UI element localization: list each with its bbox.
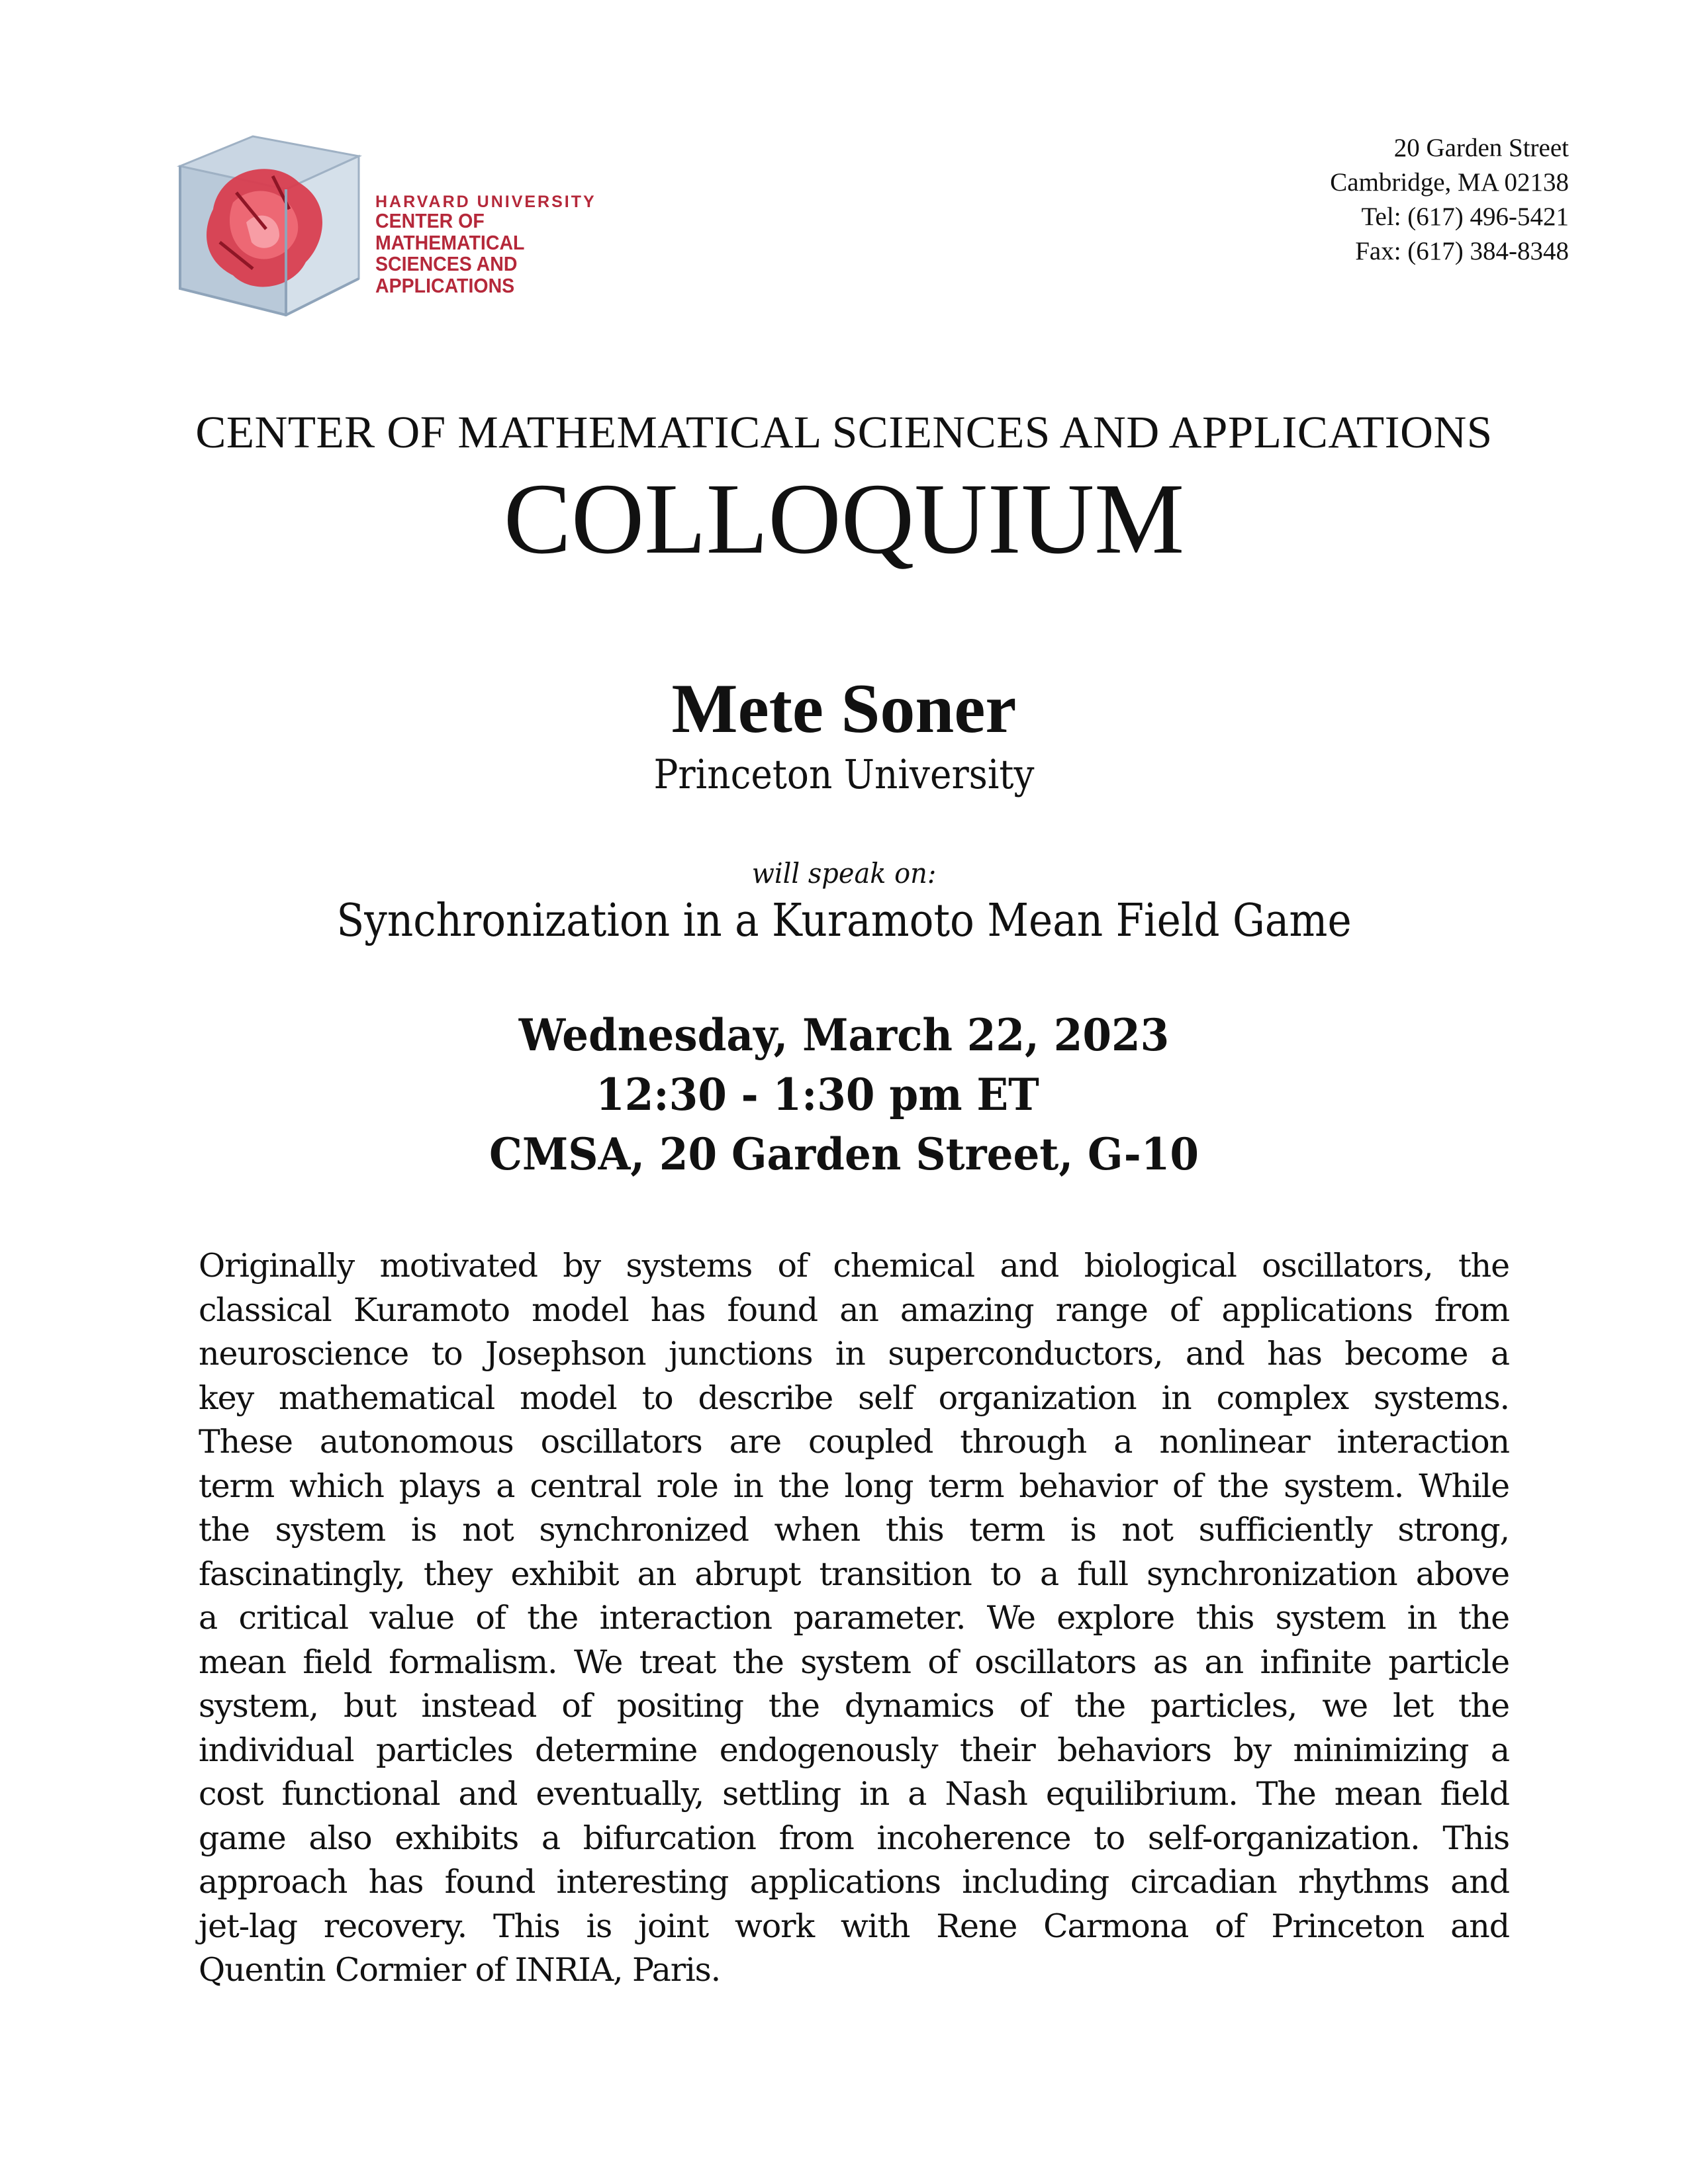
abstract-line: approach has found interesting applications including circadian rhythms and bbox=[199, 1863, 1509, 1901]
abstract-line: Originally motivated by systems of chemical and biological oscillators, the bbox=[199, 1247, 1509, 1285]
cmsa-logo bbox=[173, 130, 624, 322]
logo-line-sciences: SCIENCES AND APPLICATIONS bbox=[375, 252, 518, 297]
event-date: Wednesday, March 22, 2023 bbox=[518, 1009, 1170, 1061]
abstract-line: individual particles determine endogenously their behaviors by minimizing a bbox=[199, 1731, 1509, 1769]
logo-text bbox=[375, 193, 624, 296]
talk-intro: will speak on: bbox=[751, 857, 937, 889]
abstract-line: term which plays a central role in the long term behavior of the system. While bbox=[199, 1467, 1509, 1505]
address-city: Cambridge, MA 02138 bbox=[1330, 168, 1569, 197]
address-block bbox=[1330, 131, 1569, 269]
abstract-line: jet-lag recovery. This is joint work with Rene Carmona of Princeton and bbox=[199, 1907, 1509, 1945]
abstract-line: system, but instead of positing the dynamics of the particles, we let the bbox=[199, 1687, 1509, 1725]
address-street: 20 Garden Street bbox=[1393, 134, 1569, 162]
address-tel: Tel: (617) 496-5421 bbox=[1361, 203, 1569, 231]
abstract-line: game also exhibits a bifurcation from incoherence to self-organization. This bbox=[199, 1819, 1509, 1857]
talk-title: Synchronization in a Kuramoto Mean Field Game bbox=[336, 895, 1352, 947]
event-type-heading: COLLOQUIUM bbox=[503, 463, 1185, 575]
abstract-line: fascinatingly, they exhibit an abrupt transition to a full synchronization above bbox=[199, 1555, 1509, 1593]
logo-line-center: CENTER OF MATHEMATICAL bbox=[375, 209, 525, 254]
abstract-line: Quentin Cormier of INRIA, Paris. bbox=[199, 1951, 721, 1989]
abstract-line: These autonomous oscillators are coupled through a nonlinear interaction bbox=[199, 1423, 1509, 1461]
abstract-line: cost functional and eventually, settling in a Nash equilibrium. The mean field bbox=[199, 1775, 1509, 1813]
speaker-name: Mete Soner bbox=[671, 670, 1017, 747]
event-time: 12:30 - 1:30 pm ET bbox=[596, 1069, 1039, 1120]
speaker-affiliation: Princeton University bbox=[653, 751, 1035, 798]
abstract-line: the system is not synchronized when this term is not sufficiently strong, bbox=[199, 1511, 1509, 1549]
abstract-line: key mathematical model to describe self organization in complex systems. bbox=[199, 1379, 1509, 1417]
abstract-line: a critical value of the interaction parameter. We explore this system in the bbox=[199, 1599, 1509, 1637]
abstract-line: mean field formalism. We treat the system of oscillators as an infinite particle bbox=[199, 1643, 1509, 1681]
abstract bbox=[199, 1244, 1509, 1993]
abstract-line: classical Kuramoto model has found an amazing range of applications from bbox=[199, 1291, 1509, 1329]
abstract-line: neuroscience to Josephson junctions in superconductors, and has become a bbox=[199, 1335, 1509, 1373]
cube-with-red-shape-icon bbox=[173, 130, 365, 322]
address-fax: Fax: (617) 384-8348 bbox=[1355, 237, 1569, 265]
center-title: CENTER OF MATHEMATICAL SCIENCES AND APPLICATIONS bbox=[195, 407, 1493, 457]
event-location: CMSA, 20 Garden Street, G-10 bbox=[489, 1128, 1199, 1180]
logo-line-university: HARVARD UNIVERSITY bbox=[375, 193, 596, 211]
